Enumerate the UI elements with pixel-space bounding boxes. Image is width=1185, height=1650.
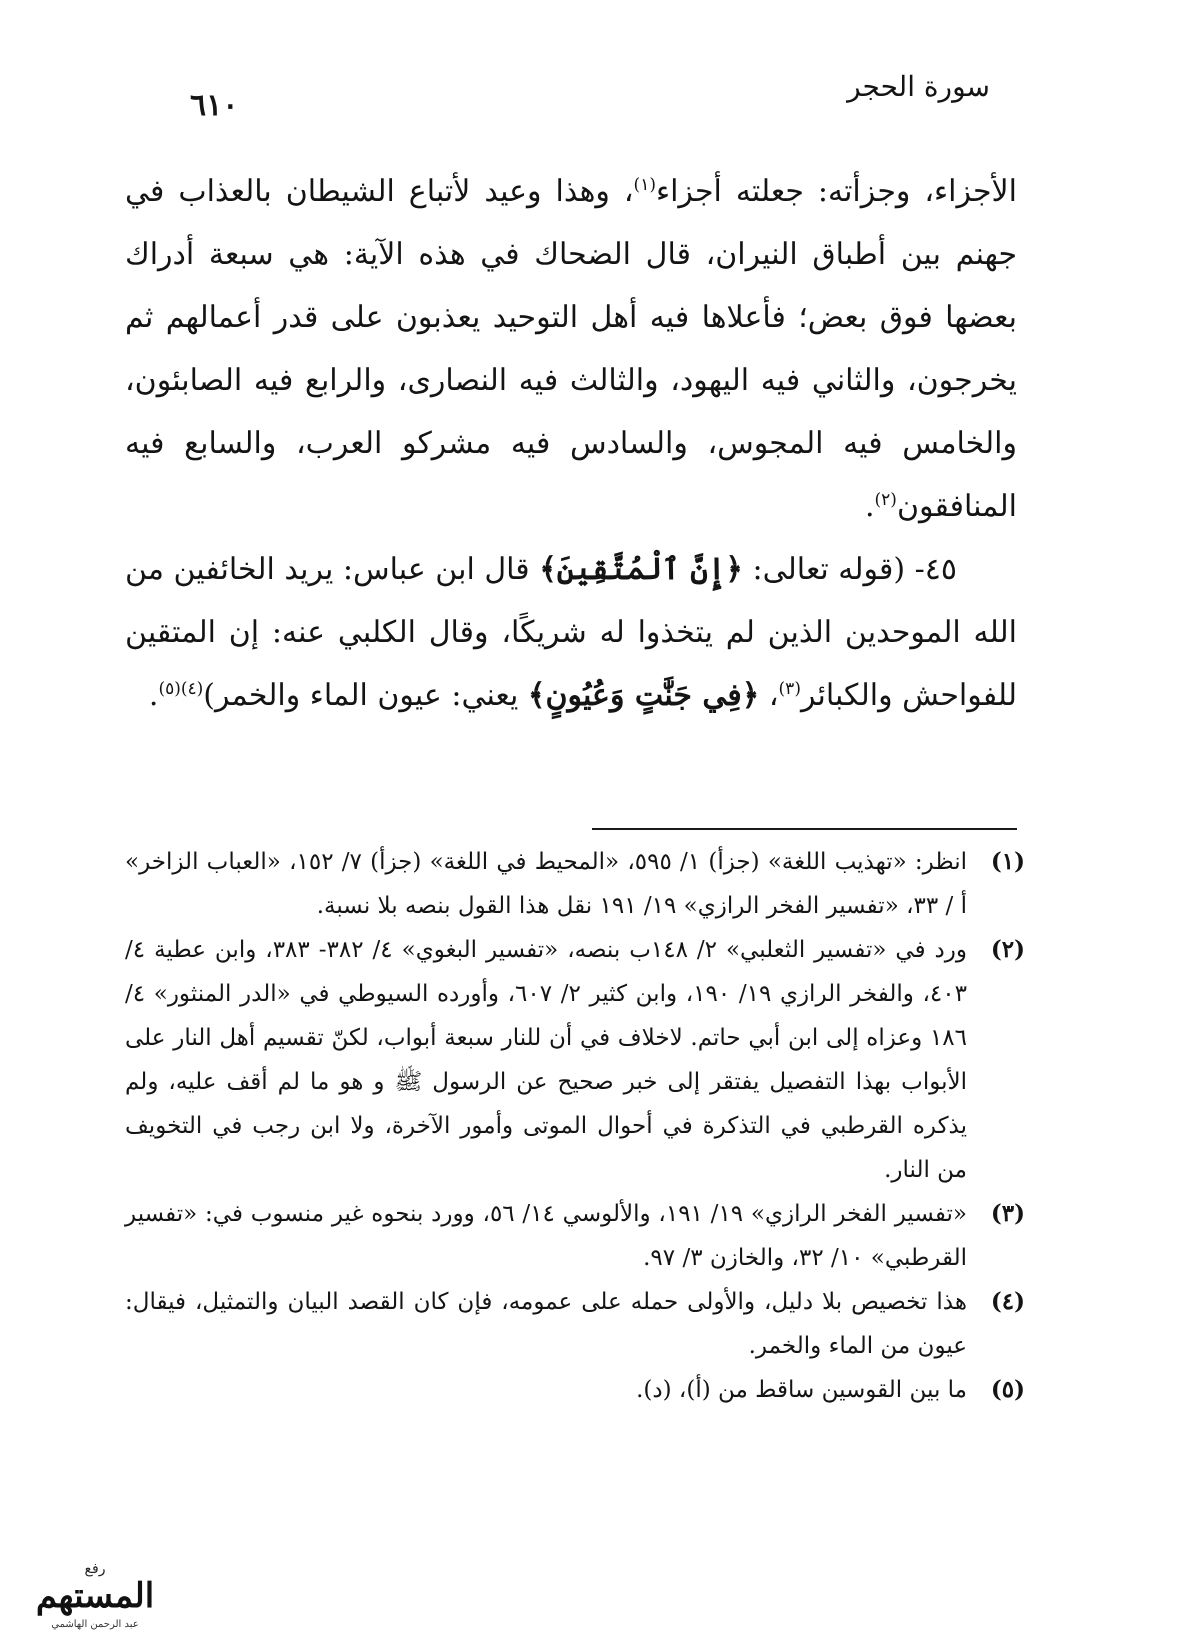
paragraph-2	[125, 538, 1017, 727]
text-run: الأجزاء، وجزأته: جعلته أجزاء	[655, 174, 1017, 209]
footnote-text: هذا تخصيص بلا دليل، والأولى حمله على عمومه، فإن كان القصد البيان والتمثيل، فيقال: عيون من الماء والخمر.	[125, 1289, 967, 1359]
footnote-1	[125, 840, 1025, 928]
footnote-number: (٤)	[990, 1288, 1025, 1315]
text-run: ٤٥- (قوله تعالى:	[743, 552, 957, 587]
footnote-number: (٥)	[990, 1376, 1025, 1403]
footnote-5	[125, 1368, 1025, 1412]
surah-title: سورة الحجر	[847, 70, 990, 103]
footnote-3	[125, 1192, 1025, 1280]
footnote-number: (٣)	[990, 1200, 1025, 1227]
footnote-ref-2: (٢)	[874, 490, 897, 510]
footnote-number: (١)	[990, 848, 1025, 875]
page-header	[190, 70, 990, 130]
footnote-ref-4-5: (٤)(٥)	[158, 679, 204, 699]
paragraph-1	[125, 160, 1017, 538]
publisher-logo	[20, 1555, 170, 1635]
footnote-text: ورد في «تفسير الثعلبي» ٢/ ١٤٨ب بنصه، «تفسير البغوي» ٤/ ٣٨٢- ٣٨٣، وابن عطية ٤/ ٤٠٣، والفخر الرازي ١٩/ ١٩٠، وابن كثير ٢/ ٦٠٧، وأورده السيوطي في «الدر المنثور» ٤/ ١٨٦ وعزاه إلى ابن أبي حاتم. لاخلاف في أن للنار سبعة أبواب، لكنّ تقسيم أهل النار على الأبواب بهذا التفصيل يفتقر إلى خبر صحيح عن الرسول ﷺ و هو ما لم أقف عليه، ولم يذكره القرطبي في التذكرة في أحوال الموتى وأمور الآخرة، ولا ابن رجب في التخويف من النار.	[125, 937, 967, 1183]
footnote-ref-3: (٣)	[778, 679, 801, 699]
footnote-2	[125, 928, 1025, 1192]
text-run: قال ابن عباس: يريد الخائفين من الله الموحدين الذين لم يتخذوا له شريكًا، وقال الكلبي عنه: إن المتقين للفواحش والكبائر	[125, 552, 1017, 713]
footnote-number: (٢)	[990, 936, 1025, 963]
text-run: .	[148, 678, 159, 713]
quran-quote: ﴿إِنَّ ٱلْمُتَّقِينَ﴾	[539, 552, 743, 587]
footnote-4	[125, 1280, 1025, 1368]
footnote-text: ما بين القوسين ساقط من (أ)، (د).	[636, 1377, 967, 1403]
page-number: ٦١٠	[190, 88, 239, 123]
logo-main: المستهم	[35, 1576, 155, 1616]
text-run: ،	[759, 678, 779, 713]
text-run: يعني: عيون الماء والخمر)	[203, 678, 528, 713]
footnote-text: «تفسير الفخر الرازي» ١٩/ ١٩١، والألوسي ١٤/ ٥٦، وورد بنحوه غير منسوب في: «تفسير القرطبي» ١٠/ ٣٢، والخازن ٣/ ٩٧.	[125, 1201, 967, 1271]
text-run: ، وهذا وعيد لأتباع الشيطان بالعذاب في جهنم بين أطباق النيران، قال الضحاك في هذه الآية: هي سبعة أدراك بعضها فوق بعض؛ فأعلاها فيه أهل التوحيد يعذبون على قدر أعمالهم ثم يخرجون، والثاني فيه اليهود، والثالث فيه النصارى، والرابع فيه الصابئون، والخامس فيه المجوس، والسادس فيه مشركو العرب، والسابع فيه المنافقون	[125, 174, 1017, 524]
logo-caption: عبد الرحمن الهاشمي	[51, 1619, 139, 1630]
footnote-divider	[592, 828, 1017, 830]
footnote-ref-1: (١)	[633, 175, 656, 195]
quran-quote: ﴿فِي جَنَّٰتٍ وَعُيُونٍ﴾	[527, 678, 760, 713]
text-run: .	[864, 489, 875, 524]
footnotes	[125, 840, 1025, 1412]
calligraphy-logo-icon	[20, 1555, 170, 1635]
main-text	[125, 160, 1017, 727]
footnote-text: انظر: «تهذيب اللغة» (جزأ) ١/ ٥٩٥، «المحيط في اللغة» (جزأ) ٧/ ١٥٢، «العباب الزاخر» أ / ٣٣، «تفسير الفخر الرازي» ١٩/ ١٩١ نقل هذا القول بنصه بلا نسبة.	[125, 849, 968, 919]
logo-sub: رفع	[84, 1561, 106, 1577]
